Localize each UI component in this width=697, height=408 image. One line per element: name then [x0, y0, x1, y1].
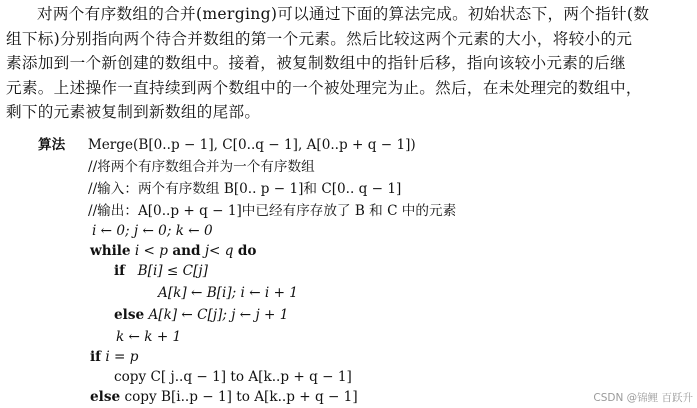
description-paragraph: [6, 2, 692, 125]
if-keyword: if: [114, 263, 126, 279]
if-line: [114, 260, 208, 282]
paragraph-line-1: 对两个有序数组的合并(merging)可以通过下面的算法完成。初始状态下，两个指针(数: [37, 5, 650, 23]
comment-line-1: //将两个有序数组合并为一个有序数组: [88, 159, 315, 175]
and-keyword: and: [172, 243, 201, 259]
comment-line-2: //输入：两个有序数组 B[0.. p − 1]和 C[0.. q − 1]: [88, 181, 402, 197]
if2-keyword: if: [90, 349, 102, 365]
increment-statement: k ← k + 1: [116, 329, 182, 345]
if2-condition: i = p: [105, 349, 139, 365]
else-statement: A[k] ← C[j]; j ← j + 1: [148, 307, 289, 323]
then-statement: A[k] ← B[i]; i ← i + 1: [158, 285, 298, 301]
else-line: [114, 304, 288, 326]
algorithm-label: 算法: [38, 137, 66, 153]
if-condition: B[i] ≤ C[j]: [137, 263, 208, 279]
paragraph-line-3: 素添加到一个新创建的数组中。接着，被复制数组中的指针后移，指向该较小元素的后继: [6, 54, 626, 72]
while-condition-2: j< q: [204, 243, 234, 259]
copy-statement: copy C[ j..q − 1] to A[k..p + q − 1]: [114, 369, 352, 385]
algorithm-signature: Merge(B[0..p − 1], C[0..q − 1], A[0..p + q − 1]): [87, 137, 416, 153]
csdn-watermark: CSDN @锦鲤 百跃升: [593, 392, 693, 404]
else-keyword: else: [114, 307, 145, 323]
else2-line: [90, 386, 358, 408]
else2-statement: copy B[i..p − 1] to A[k..p + q − 1]: [124, 389, 358, 405]
while-keyword: while: [90, 243, 131, 259]
init-statement: i ← 0; j ← 0; k ← 0: [92, 223, 213, 239]
do-keyword: do: [237, 243, 257, 259]
paragraph-line-4: 元素。上述操作一直持续到两个数组中的一个被处理完为止。然后，在未处理完的数组中，: [6, 78, 642, 97]
algorithm-header: [38, 134, 416, 156]
paragraph-line-5: 剩下的元素被复制到新数组的尾部。: [6, 103, 261, 121]
while-line: [90, 240, 256, 262]
if2-line: [90, 346, 138, 368]
else2-keyword: else: [90, 389, 121, 405]
comment-line-3: //输出：A[0..p + q − 1]中已经有序存放了 B 和 C 中的元素: [88, 203, 457, 219]
paragraph-line-2: 组下标)分别指向两个待合并数组的第一个元素。然后比较这两个元素的大小，将较小的元: [6, 29, 633, 48]
while-condition: i < p: [134, 243, 168, 259]
